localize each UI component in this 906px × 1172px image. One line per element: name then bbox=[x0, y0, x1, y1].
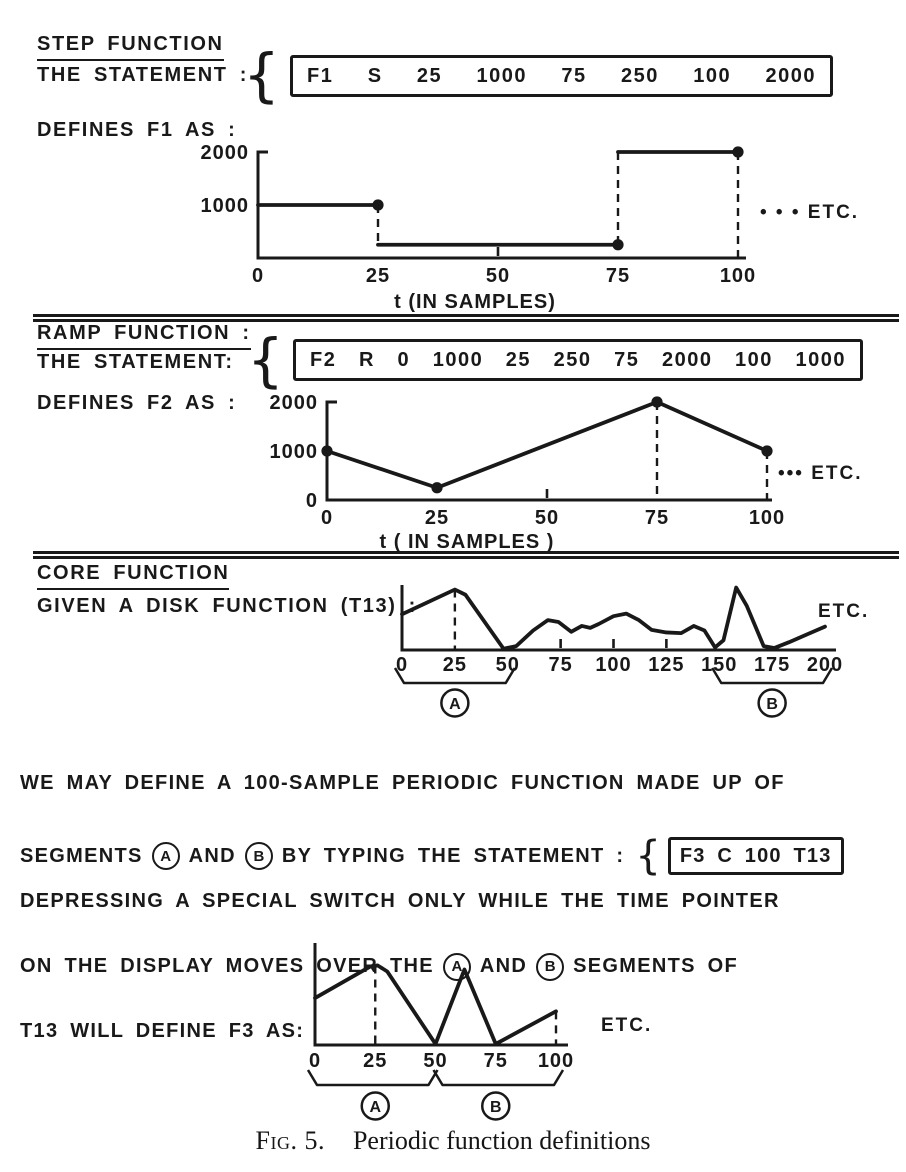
svg-text:100: 100 bbox=[537, 1050, 575, 1072]
curly-brace: { bbox=[243, 41, 280, 109]
svg-text:0: 0 bbox=[395, 654, 409, 676]
svg-text:B: B bbox=[489, 1099, 502, 1116]
figure-caption-text: Periodic function definitions bbox=[352, 1126, 651, 1155]
paragraph-text: SEGMENTS OF bbox=[573, 955, 738, 977]
paragraph-text: AND bbox=[479, 955, 528, 977]
svg-text:25: 25 bbox=[365, 265, 391, 287]
svg-text:100: 100 bbox=[719, 265, 757, 287]
curly-brace: { bbox=[635, 833, 661, 879]
circled-a-label: A bbox=[152, 842, 180, 870]
figure-caption bbox=[0, 1126, 906, 1156]
svg-text:25: 25 bbox=[363, 1050, 388, 1072]
ramp-function-heading: RAMP FUNCTION : bbox=[37, 322, 251, 350]
circled-b-label: B bbox=[245, 842, 273, 870]
svg-text:A: A bbox=[449, 696, 461, 713]
paragraph-text: SEGMENTS bbox=[20, 844, 143, 867]
f3-function-chart bbox=[270, 935, 676, 1123]
statement-box-f3: F3 C 100 T13 bbox=[668, 837, 844, 875]
svg-text:t (IN SAMPLES): t (IN SAMPLES) bbox=[394, 291, 556, 313]
svg-text:50: 50 bbox=[485, 265, 511, 287]
core-function-heading: CORE FUNCTION bbox=[37, 562, 229, 590]
svg-text:ETC.: ETC. bbox=[818, 601, 870, 622]
svg-text:75: 75 bbox=[644, 507, 670, 529]
svg-text:200: 200 bbox=[806, 654, 844, 676]
circled-a-label: A bbox=[443, 953, 471, 981]
svg-text:A: A bbox=[369, 1099, 382, 1116]
defines-f1-label: DEFINES F1 AS : bbox=[37, 119, 237, 141]
svg-text:50: 50 bbox=[495, 654, 520, 676]
svg-text:1000: 1000 bbox=[200, 195, 249, 217]
svg-text:0: 0 bbox=[305, 490, 318, 512]
svg-text:ETC.: ETC. bbox=[601, 1015, 653, 1036]
svg-text:• • • ETC.: • • • ETC. bbox=[760, 202, 860, 223]
ramp-statement-label: THE STATEMENT: bbox=[37, 351, 234, 373]
figure-caption-label: Fig. 5. bbox=[255, 1126, 325, 1155]
svg-text:B: B bbox=[766, 696, 778, 713]
paragraph-text: BY TYPING THE STATEMENT : bbox=[281, 844, 625, 867]
svg-text:75: 75 bbox=[548, 654, 573, 676]
statement-box-f1: F1 S 25 1000 75 250 100 2000 bbox=[290, 55, 833, 97]
svg-text:••• ETC.: ••• ETC. bbox=[778, 463, 863, 484]
svg-text:1000: 1000 bbox=[269, 441, 318, 463]
step-statement-label: THE STATEMENT : bbox=[37, 64, 249, 86]
statement-box-f2: F2 R 0 1000 25 250 75 2000 100 1000 bbox=[293, 339, 863, 381]
given-disk-function-label: GIVEN A DISK FUNCTION (T13) : bbox=[37, 595, 417, 617]
svg-text:175: 175 bbox=[753, 654, 791, 676]
svg-text:t ( IN SAMPLES ): t ( IN SAMPLES ) bbox=[379, 531, 555, 553]
svg-text:25: 25 bbox=[424, 507, 450, 529]
paragraph-line bbox=[20, 770, 906, 797]
paragraph-text: AND bbox=[188, 844, 236, 867]
section-divider bbox=[33, 314, 899, 322]
svg-text:50: 50 bbox=[534, 507, 560, 529]
svg-text:25: 25 bbox=[442, 654, 467, 676]
svg-text:2000: 2000 bbox=[269, 392, 318, 414]
svg-text:100: 100 bbox=[748, 507, 786, 529]
svg-text:150: 150 bbox=[701, 654, 738, 676]
paragraph-text: DEPRESSING A SPECIAL SWITCH ONLY WHILE THE TIME POINTER bbox=[20, 890, 780, 912]
curly-brace: { bbox=[247, 326, 284, 394]
section-divider bbox=[33, 551, 899, 559]
f1-step-chart bbox=[180, 130, 906, 312]
svg-text:0: 0 bbox=[308, 1050, 322, 1072]
paragraph-line bbox=[20, 887, 906, 916]
svg-text:75: 75 bbox=[483, 1050, 508, 1072]
paragraph-text: T13 WILL DEFINE F3 AS: bbox=[20, 1020, 305, 1042]
svg-text:0: 0 bbox=[251, 265, 265, 287]
svg-text:75: 75 bbox=[605, 265, 631, 287]
svg-text:100: 100 bbox=[595, 654, 632, 676]
svg-text:125: 125 bbox=[648, 654, 685, 676]
paragraph-text: ON THE DISPLAY MOVES OVER THE bbox=[20, 955, 434, 977]
svg-text:50: 50 bbox=[423, 1050, 448, 1072]
circled-b-label: B bbox=[536, 953, 564, 981]
paragraph-text: WE MAY DEFINE A 100-SAMPLE PERIODIC FUNCTION MADE UP OF bbox=[20, 772, 785, 794]
svg-text:0: 0 bbox=[320, 507, 334, 529]
f2-ramp-chart bbox=[180, 385, 906, 553]
t13-disk-function-chart bbox=[388, 575, 906, 720]
defines-f2-label: DEFINES F2 AS : bbox=[37, 392, 237, 414]
step-function-heading: STEP FUNCTION bbox=[37, 33, 224, 61]
svg-text:2000: 2000 bbox=[200, 142, 249, 164]
